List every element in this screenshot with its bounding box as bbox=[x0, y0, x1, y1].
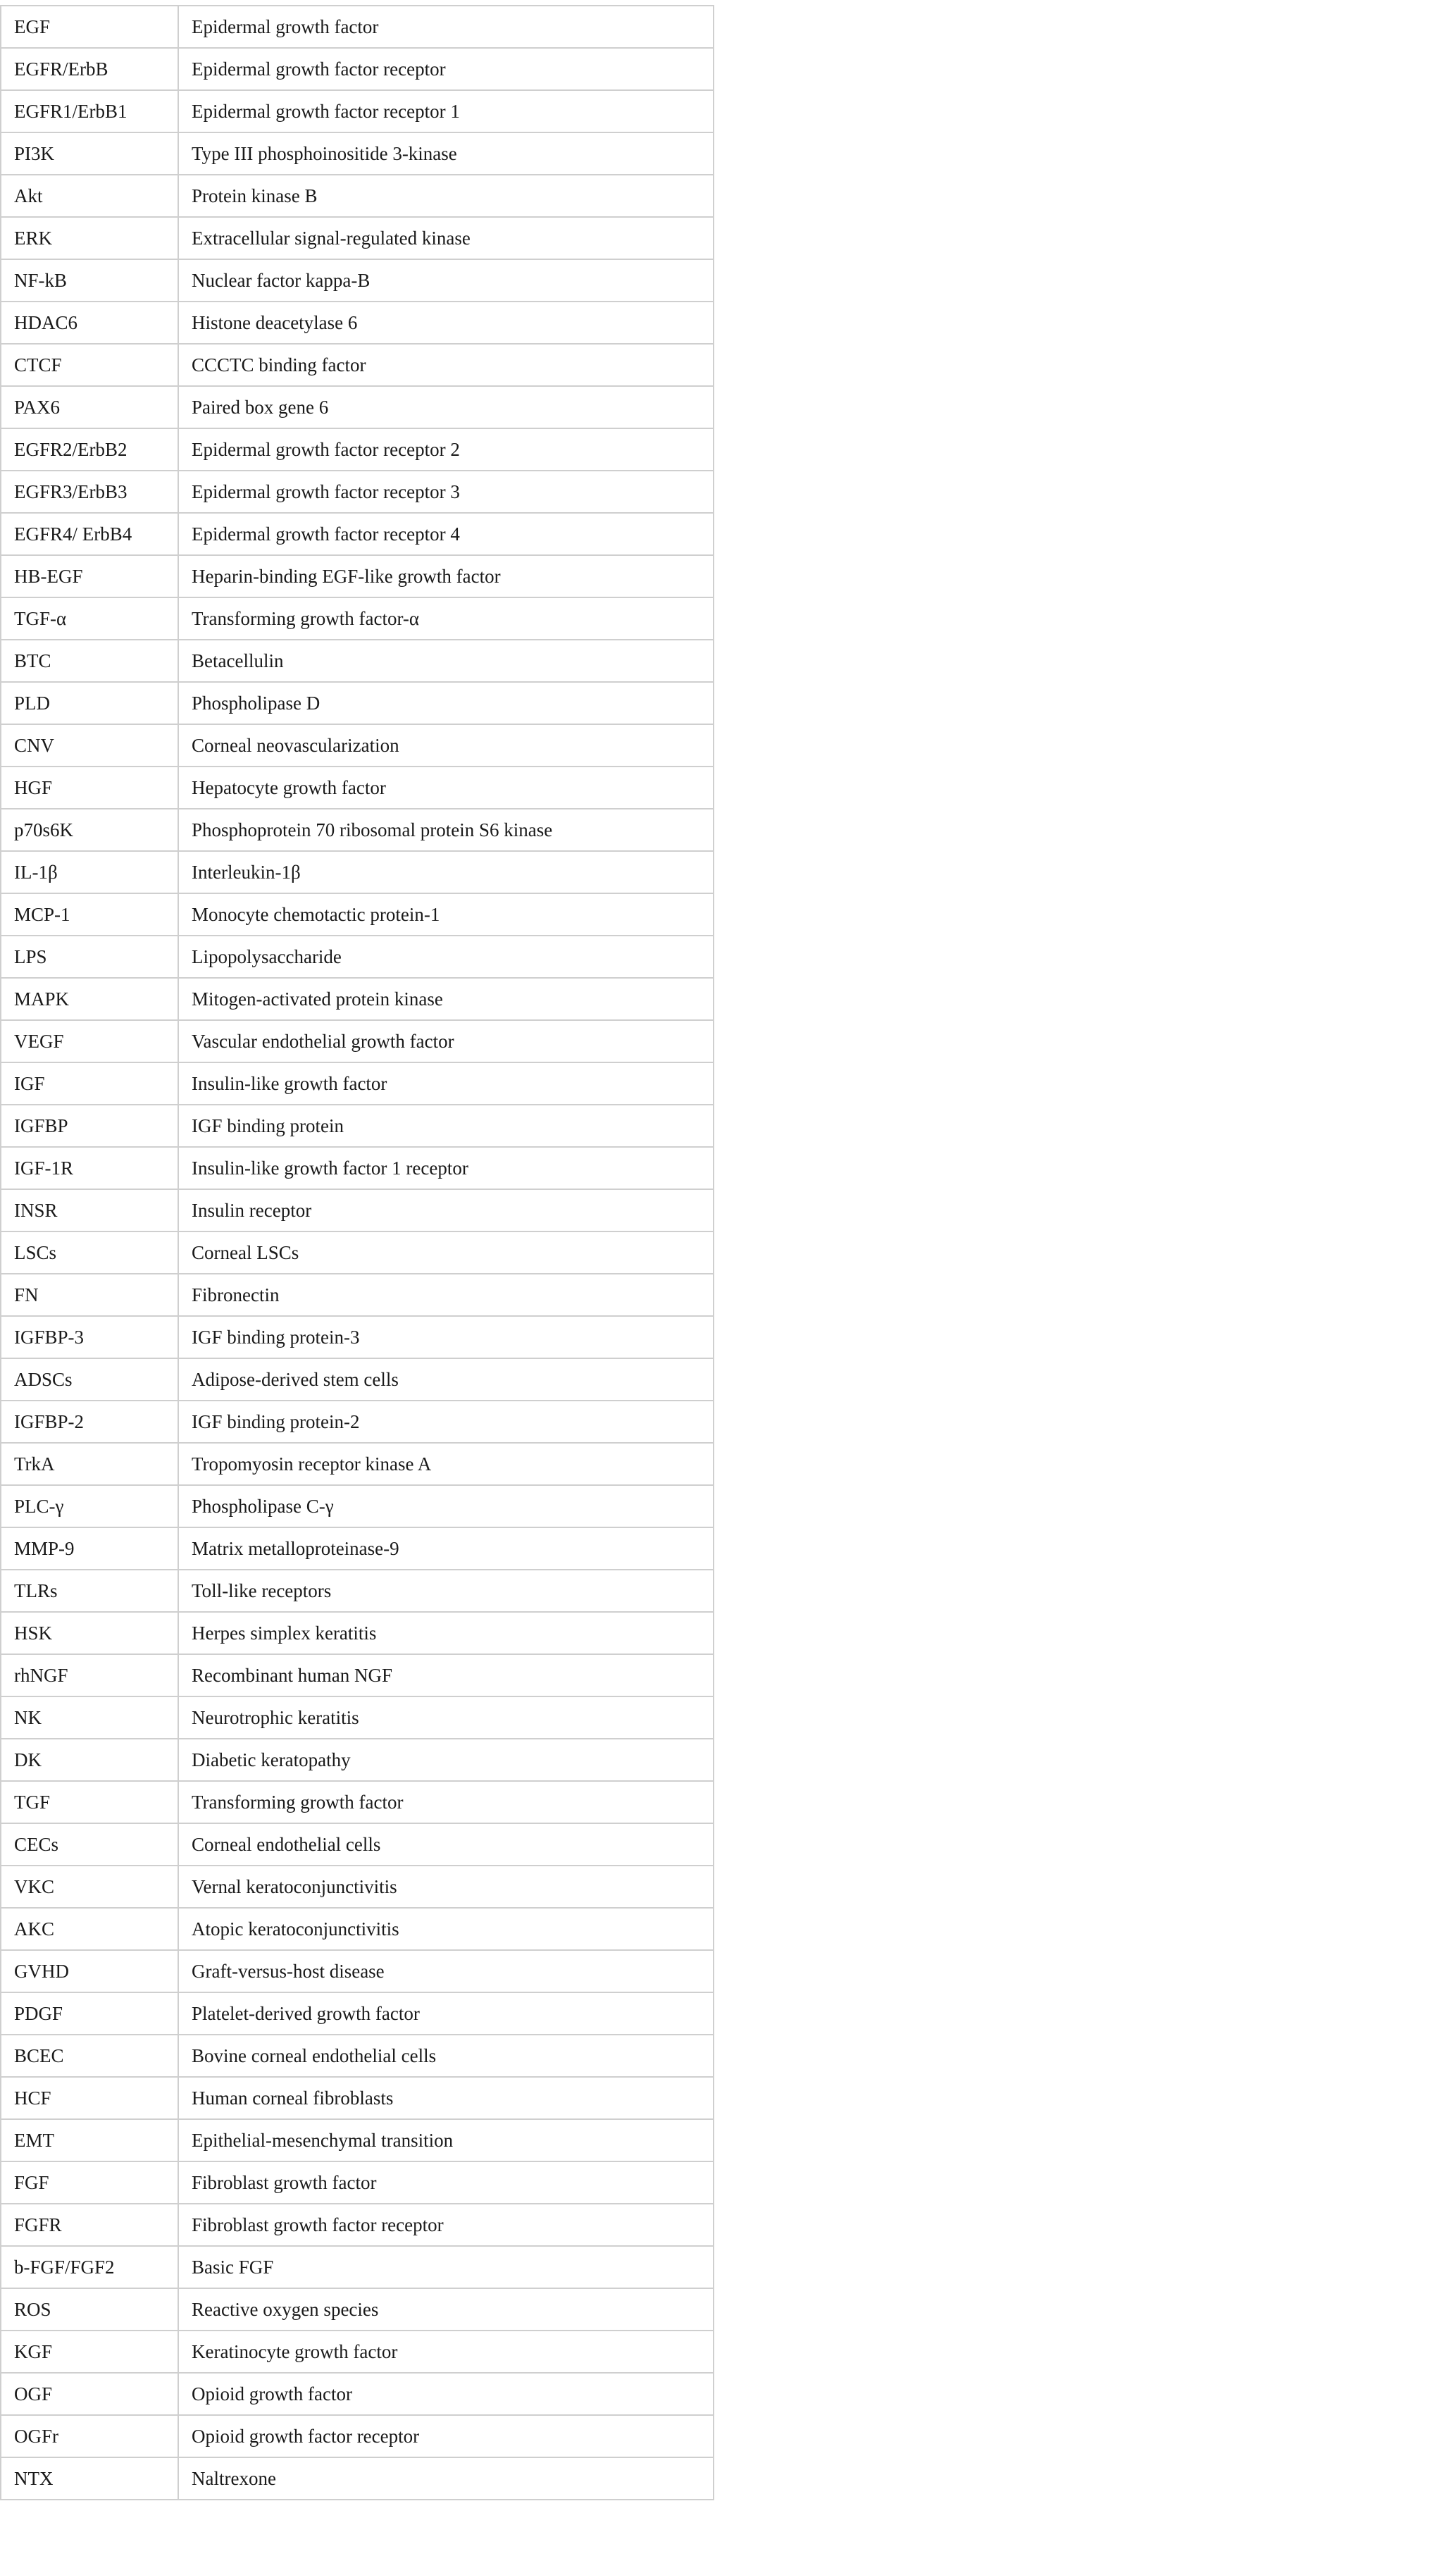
definition-cell: Epidermal growth factor receptor bbox=[178, 48, 714, 90]
definition-cell: Corneal neovascularization bbox=[178, 724, 714, 767]
abbreviation-cell: OGFr bbox=[1, 2415, 178, 2457]
table-row bbox=[1, 2415, 714, 2457]
table-row bbox=[1, 640, 714, 682]
abbreviation-cell: IGFBP bbox=[1, 1105, 178, 1147]
definition-cell: Epidermal growth factor receptor 1 bbox=[178, 90, 714, 132]
table-row bbox=[1, 1781, 714, 1823]
abbreviation-cell: LSCs bbox=[1, 1231, 178, 1274]
abbreviation-cell: BTC bbox=[1, 640, 178, 682]
definition-cell: Fibronectin bbox=[178, 1274, 714, 1316]
definition-cell: Hepatocyte growth factor bbox=[178, 767, 714, 809]
abbreviation-cell: IL-1β bbox=[1, 851, 178, 893]
abbreviation-cell: HCF bbox=[1, 2077, 178, 2119]
abbreviation-cell: NK bbox=[1, 1696, 178, 1739]
table-row bbox=[1, 1654, 714, 1696]
abbreviation-cell: ROS bbox=[1, 2288, 178, 2331]
table-row bbox=[1, 2288, 714, 2331]
definition-cell: Corneal LSCs bbox=[178, 1231, 714, 1274]
table-row bbox=[1, 1485, 714, 1527]
definition-cell: IGF binding protein bbox=[178, 1105, 714, 1147]
definition-cell: Epithelial-mesenchymal transition bbox=[178, 2119, 714, 2161]
table-row bbox=[1, 2457, 714, 2500]
table-row bbox=[1, 132, 714, 175]
abbreviation-cell: EGFR/ErbB bbox=[1, 48, 178, 90]
table-row bbox=[1, 2077, 714, 2119]
table-row bbox=[1, 851, 714, 893]
abbreviation-cell: IGF bbox=[1, 1062, 178, 1105]
abbreviation-cell: MMP-9 bbox=[1, 1527, 178, 1570]
abbreviation-cell: EGF bbox=[1, 6, 178, 48]
table-row bbox=[1, 1696, 714, 1739]
table-row bbox=[1, 1612, 714, 1654]
definition-cell: Extracellular signal-regulated kinase bbox=[178, 217, 714, 259]
abbreviation-cell: GVHD bbox=[1, 1950, 178, 1992]
table-row bbox=[1, 1189, 714, 1231]
abbreviation-cell: MAPK bbox=[1, 978, 178, 1020]
table-row bbox=[1, 1062, 714, 1105]
abbreviation-cell: LPS bbox=[1, 936, 178, 978]
table-row bbox=[1, 1105, 714, 1147]
definition-cell: Paired box gene 6 bbox=[178, 386, 714, 428]
table-row bbox=[1, 724, 714, 767]
abbreviation-cell: EGFR4/ ErbB4 bbox=[1, 513, 178, 555]
table-row bbox=[1, 1739, 714, 1781]
table-row bbox=[1, 893, 714, 936]
abbreviation-cell: PLD bbox=[1, 682, 178, 724]
table-row bbox=[1, 2119, 714, 2161]
table-row bbox=[1, 1443, 714, 1485]
table-row bbox=[1, 809, 714, 851]
abbreviation-cell: FN bbox=[1, 1274, 178, 1316]
table-row bbox=[1, 1992, 714, 2035]
definition-cell: Interleukin-1β bbox=[178, 851, 714, 893]
table-row bbox=[1, 2331, 714, 2373]
table-row bbox=[1, 597, 714, 640]
definition-cell: Fibroblast growth factor bbox=[178, 2161, 714, 2204]
definition-cell: Human corneal fibroblasts bbox=[178, 2077, 714, 2119]
abbreviation-cell: IGF-1R bbox=[1, 1147, 178, 1189]
definition-cell: Transforming growth factor bbox=[178, 1781, 714, 1823]
abbreviation-cell: PAX6 bbox=[1, 386, 178, 428]
definition-cell: Recombinant human NGF bbox=[178, 1654, 714, 1696]
table-row bbox=[1, 2204, 714, 2246]
abbreviation-cell: EMT bbox=[1, 2119, 178, 2161]
abbreviation-cell: ADSCs bbox=[1, 1358, 178, 1401]
abbreviation-cell: ERK bbox=[1, 217, 178, 259]
table-row bbox=[1, 344, 714, 386]
definition-cell: Basic FGF bbox=[178, 2246, 714, 2288]
definition-cell: Protein kinase B bbox=[178, 175, 714, 217]
table-row bbox=[1, 1527, 714, 1570]
table-row bbox=[1, 302, 714, 344]
definition-cell: Insulin-like growth factor bbox=[178, 1062, 714, 1105]
definition-cell: Type III phosphoinositide 3-kinase bbox=[178, 132, 714, 175]
table-row bbox=[1, 1866, 714, 1908]
definition-cell: Opioid growth factor bbox=[178, 2373, 714, 2415]
table-row bbox=[1, 1147, 714, 1189]
table-row bbox=[1, 2246, 714, 2288]
abbreviation-cell: PDGF bbox=[1, 1992, 178, 2035]
table-row bbox=[1, 767, 714, 809]
definition-cell: Histone deacetylase 6 bbox=[178, 302, 714, 344]
table-row bbox=[1, 1950, 714, 1992]
definition-cell: Epidermal growth factor receptor 3 bbox=[178, 471, 714, 513]
table-row bbox=[1, 682, 714, 724]
abbreviation-cell: EGFR2/ErbB2 bbox=[1, 428, 178, 471]
abbreviation-cell: AKC bbox=[1, 1908, 178, 1950]
definition-cell: Corneal endothelial cells bbox=[178, 1823, 714, 1866]
table-row bbox=[1, 2161, 714, 2204]
table-row bbox=[1, 48, 714, 90]
table-row bbox=[1, 1908, 714, 1950]
abbreviation-cell: IGFBP-3 bbox=[1, 1316, 178, 1358]
definition-cell: Keratinocyte growth factor bbox=[178, 2331, 714, 2373]
abbreviation-cell: PLC-γ bbox=[1, 1485, 178, 1527]
table-row bbox=[1, 1316, 714, 1358]
definition-cell: Transforming growth factor-α bbox=[178, 597, 714, 640]
definition-cell: Phospholipase D bbox=[178, 682, 714, 724]
abbreviation-cell: VEGF bbox=[1, 1020, 178, 1062]
abbreviations-table bbox=[0, 5, 714, 2500]
abbreviation-cell: HGF bbox=[1, 767, 178, 809]
definition-cell: Phosphoprotein 70 ribosomal protein S6 kinase bbox=[178, 809, 714, 851]
abbreviation-cell: TGF-α bbox=[1, 597, 178, 640]
abbreviation-cell: TLRs bbox=[1, 1570, 178, 1612]
abbreviation-cell: Akt bbox=[1, 175, 178, 217]
table-row bbox=[1, 1823, 714, 1866]
definition-cell: Graft-versus-host disease bbox=[178, 1950, 714, 1992]
definition-cell: Matrix metalloproteinase-9 bbox=[178, 1527, 714, 1570]
definition-cell: Vernal keratoconjunctivitis bbox=[178, 1866, 714, 1908]
table-row bbox=[1, 6, 714, 48]
abbreviation-cell: CTCF bbox=[1, 344, 178, 386]
abbreviation-cell: rhNGF bbox=[1, 1654, 178, 1696]
definition-cell: Diabetic keratopathy bbox=[178, 1739, 714, 1781]
definition-cell: Lipopolysaccharide bbox=[178, 936, 714, 978]
definition-cell: Bovine corneal endothelial cells bbox=[178, 2035, 714, 2077]
table-row bbox=[1, 1274, 714, 1316]
table-row bbox=[1, 936, 714, 978]
abbreviation-cell: BCEC bbox=[1, 2035, 178, 2077]
table-row bbox=[1, 175, 714, 217]
abbreviation-cell: EGFR3/ErbB3 bbox=[1, 471, 178, 513]
definition-cell: Phospholipase C-γ bbox=[178, 1485, 714, 1527]
abbreviation-cell: CNV bbox=[1, 724, 178, 767]
abbreviation-cell: FGF bbox=[1, 2161, 178, 2204]
abbreviations-table-body bbox=[1, 6, 714, 2500]
abbreviation-cell: b-FGF/FGF2 bbox=[1, 2246, 178, 2288]
abbreviation-cell: PI3K bbox=[1, 132, 178, 175]
definition-cell: Neurotrophic keratitis bbox=[178, 1696, 714, 1739]
definition-cell: Epidermal growth factor receptor 2 bbox=[178, 428, 714, 471]
abbreviation-cell: HSK bbox=[1, 1612, 178, 1654]
definition-cell: Betacellulin bbox=[178, 640, 714, 682]
table-row bbox=[1, 1020, 714, 1062]
abbreviation-cell: MCP-1 bbox=[1, 893, 178, 936]
definition-cell: Nuclear factor kappa-B bbox=[178, 259, 714, 302]
definition-cell: Reactive oxygen species bbox=[178, 2288, 714, 2331]
definition-cell: Atopic keratoconjunctivitis bbox=[178, 1908, 714, 1950]
definition-cell: Insulin-like growth factor 1 receptor bbox=[178, 1147, 714, 1189]
definition-cell: Heparin-binding EGF-like growth factor bbox=[178, 555, 714, 597]
definition-cell: Insulin receptor bbox=[178, 1189, 714, 1231]
table-row bbox=[1, 259, 714, 302]
definition-cell: Epidermal growth factor bbox=[178, 6, 714, 48]
definition-cell: Fibroblast growth factor receptor bbox=[178, 2204, 714, 2246]
definition-cell: IGF binding protein-2 bbox=[178, 1401, 714, 1443]
abbreviation-cell: VKC bbox=[1, 1866, 178, 1908]
definition-cell: Adipose-derived stem cells bbox=[178, 1358, 714, 1401]
table-row bbox=[1, 1570, 714, 1612]
definition-cell: Monocyte chemotactic protein-1 bbox=[178, 893, 714, 936]
abbreviation-cell: OGF bbox=[1, 2373, 178, 2415]
definition-cell: Epidermal growth factor receptor 4 bbox=[178, 513, 714, 555]
abbreviation-cell: TGF bbox=[1, 1781, 178, 1823]
abbreviation-cell: NTX bbox=[1, 2457, 178, 2500]
table-row bbox=[1, 513, 714, 555]
abbreviation-cell: DK bbox=[1, 1739, 178, 1781]
abbreviation-cell: KGF bbox=[1, 2331, 178, 2373]
abbreviation-cell: NF-kB bbox=[1, 259, 178, 302]
table-row bbox=[1, 428, 714, 471]
definition-cell: CCCTC binding factor bbox=[178, 344, 714, 386]
definition-cell: Vascular endothelial growth factor bbox=[178, 1020, 714, 1062]
table-row bbox=[1, 978, 714, 1020]
definition-cell: Platelet-derived growth factor bbox=[178, 1992, 714, 2035]
definition-cell: Tropomyosin receptor kinase A bbox=[178, 1443, 714, 1485]
abbreviation-cell: INSR bbox=[1, 1189, 178, 1231]
definition-cell: IGF binding protein-3 bbox=[178, 1316, 714, 1358]
definition-cell: Opioid growth factor receptor bbox=[178, 2415, 714, 2457]
abbreviation-cell: FGFR bbox=[1, 2204, 178, 2246]
abbreviation-cell: p70s6K bbox=[1, 809, 178, 851]
abbreviation-cell: TrkA bbox=[1, 1443, 178, 1485]
table-row bbox=[1, 555, 714, 597]
abbreviation-cell: HB-EGF bbox=[1, 555, 178, 597]
abbreviation-cell: CECs bbox=[1, 1823, 178, 1866]
table-row bbox=[1, 1358, 714, 1401]
definition-cell: Toll-like receptors bbox=[178, 1570, 714, 1612]
abbreviation-cell: IGFBP-2 bbox=[1, 1401, 178, 1443]
definition-cell: Herpes simplex keratitis bbox=[178, 1612, 714, 1654]
abbreviation-cell: EGFR1/ErbB1 bbox=[1, 90, 178, 132]
table-row bbox=[1, 2373, 714, 2415]
table-row bbox=[1, 90, 714, 132]
abbreviation-cell: HDAC6 bbox=[1, 302, 178, 344]
table-row bbox=[1, 217, 714, 259]
table-row bbox=[1, 1401, 714, 1443]
table-row bbox=[1, 386, 714, 428]
definition-cell: Naltrexone bbox=[178, 2457, 714, 2500]
table-row bbox=[1, 471, 714, 513]
table-row bbox=[1, 2035, 714, 2077]
definition-cell: Mitogen-activated protein kinase bbox=[178, 978, 714, 1020]
table-row bbox=[1, 1231, 714, 1274]
